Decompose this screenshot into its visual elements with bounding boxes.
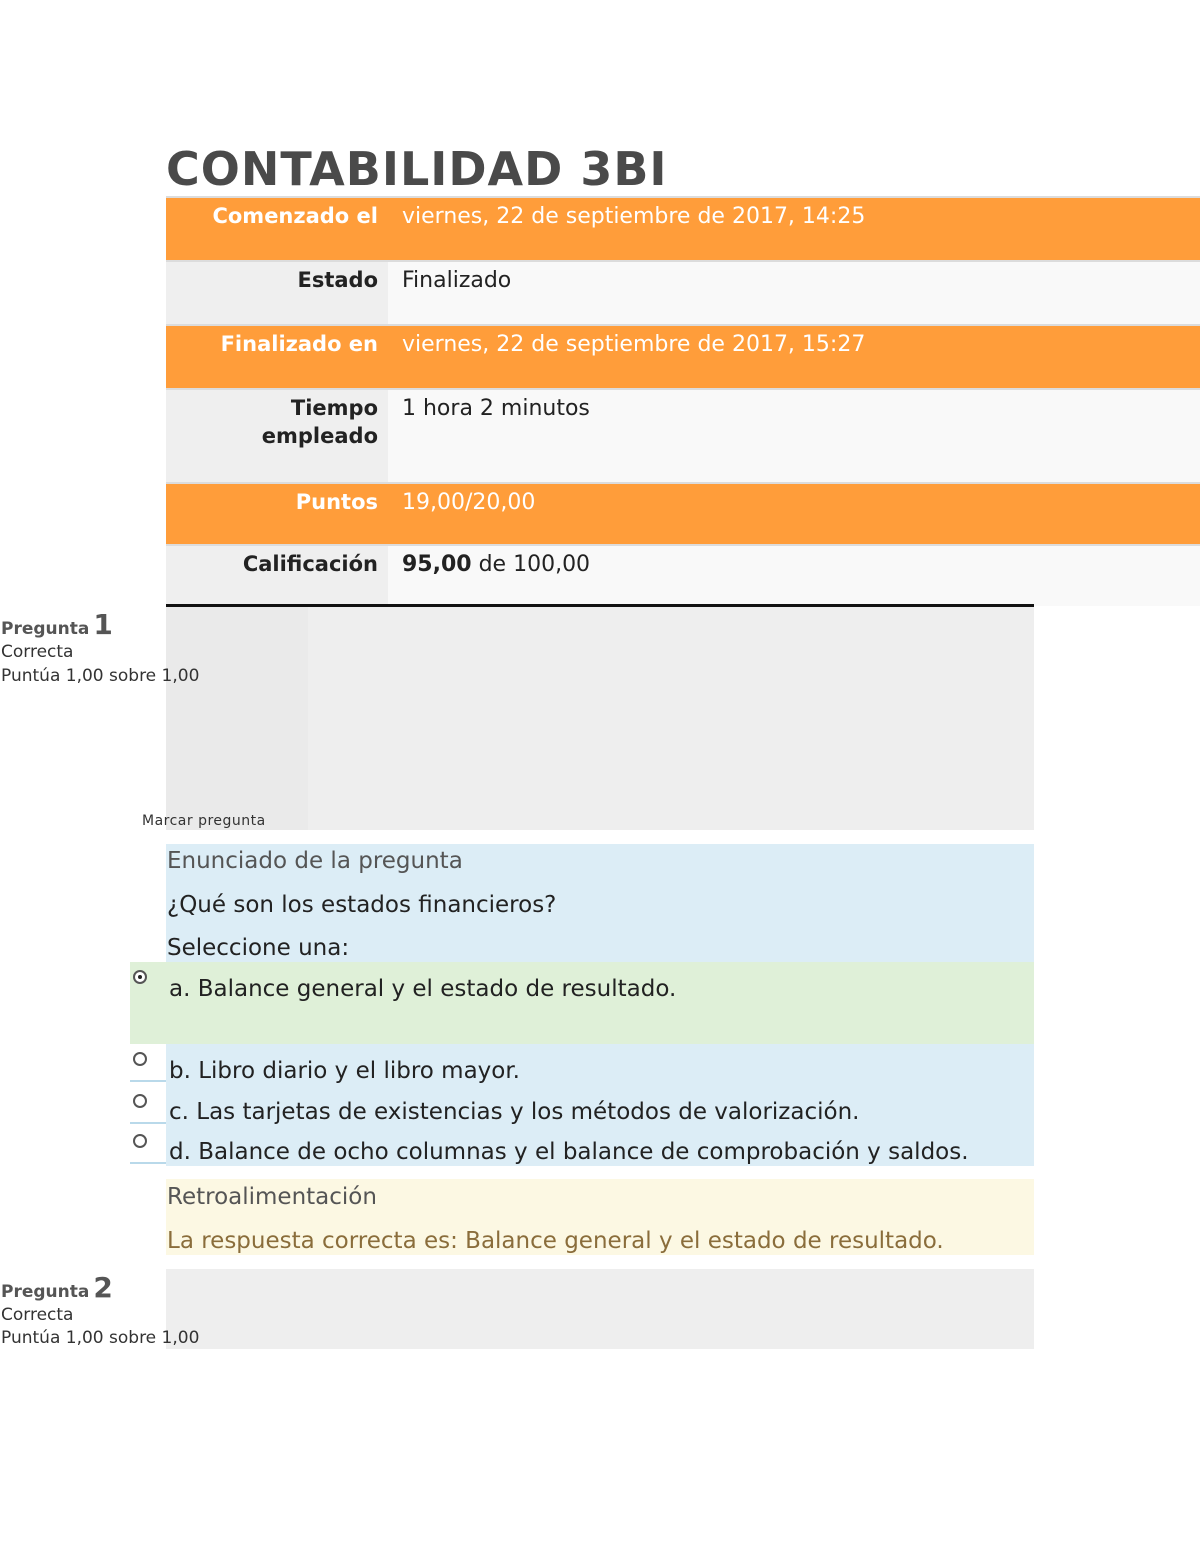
summary-value: 19,00/20,00: [402, 490, 536, 515]
question-1-state: Correcta: [1, 642, 74, 662]
summary-value: Finalizado: [402, 268, 512, 293]
summary-label: Estado: [166, 262, 388, 324]
option-c-radio[interactable]: [133, 1094, 147, 1108]
option-a-radio[interactable]: [133, 970, 147, 984]
summary-label: Puntos: [295, 490, 378, 514]
summary-row-time-taken: [166, 388, 1200, 482]
option-c-label[interactable]: c. Las tarjetas de existencias y los métodos de valorización.: [169, 1099, 860, 1125]
feedback-text: La respuesta correcta es: Balance general y el estado de resultado.: [167, 1228, 944, 1254]
question-1-info-column: [166, 607, 308, 830]
question-2-info: [166, 1269, 1034, 1349]
question-1-grade: Puntúa 1,00 sobre 1,00: [1, 666, 200, 686]
option-a-label[interactable]: a. Balance general y el estado de resultado.: [169, 976, 677, 1002]
summary-label: [166, 390, 388, 482]
question-2-grade: Puntúa 1,00 sobre 1,00: [1, 1328, 200, 1348]
question-statement-label: Enunciado de la pregunta: [167, 848, 463, 874]
summary-row-grade: [166, 544, 1200, 606]
question-prefix: Pregunta: [1, 619, 90, 639]
grade-max: de 100,00: [471, 552, 591, 577]
summary-value: viernes, 22 de septiembre de 2017, 14:25: [402, 204, 866, 229]
question-2-number: [1, 1271, 113, 1304]
summary-row-state: [166, 260, 1200, 324]
summary-value: 1 hora 2 minutos: [402, 396, 590, 421]
question-1-number: [1, 608, 113, 641]
summary-label-line: Tiempo: [290, 396, 378, 420]
option-d-radio[interactable]: [133, 1134, 147, 1148]
question-number: 2: [93, 1271, 113, 1304]
summary-row-started: [166, 196, 1200, 260]
summary-label: Comenzado el: [212, 204, 378, 228]
summary-row-finished: [166, 324, 1200, 388]
correct-answer-highlight: [130, 962, 1034, 1044]
question-1-info: [166, 607, 1034, 830]
attempt-summary-table: [166, 196, 1200, 606]
question-2-state: Correcta: [1, 1305, 74, 1325]
question-number: 1: [93, 608, 113, 641]
summary-label: Calificación: [166, 546, 388, 606]
option-b-radio[interactable]: [133, 1052, 147, 1066]
option-d-label[interactable]: d. Balance de ocho columnas y el balance de comprobación y saldos.: [169, 1139, 969, 1165]
question-text: ¿Qué son los estados financieros?: [167, 892, 557, 918]
grade-score: 95,00: [402, 552, 472, 577]
question-prefix: Pregunta: [1, 1282, 90, 1302]
summary-label: Finalizado en: [220, 332, 378, 356]
summary-row-points: [166, 482, 1200, 544]
summary-value: viernes, 22 de septiembre de 2017, 15:27: [402, 332, 866, 357]
flag-question-link[interactable]: Marcar pregunta: [142, 813, 266, 829]
page-title: CONTABILIDAD 3BI: [166, 142, 668, 196]
option-divider: [130, 1080, 166, 1082]
option-divider: [130, 1162, 166, 1164]
summary-value: [388, 546, 604, 606]
feedback-label: Retroalimentación: [167, 1184, 377, 1210]
select-one-prompt: Seleccione una:: [167, 935, 350, 961]
option-b-label[interactable]: b. Libro diario y el libro mayor.: [169, 1058, 520, 1084]
summary-label-line: empleado: [261, 424, 378, 448]
option-divider: [130, 1122, 166, 1124]
